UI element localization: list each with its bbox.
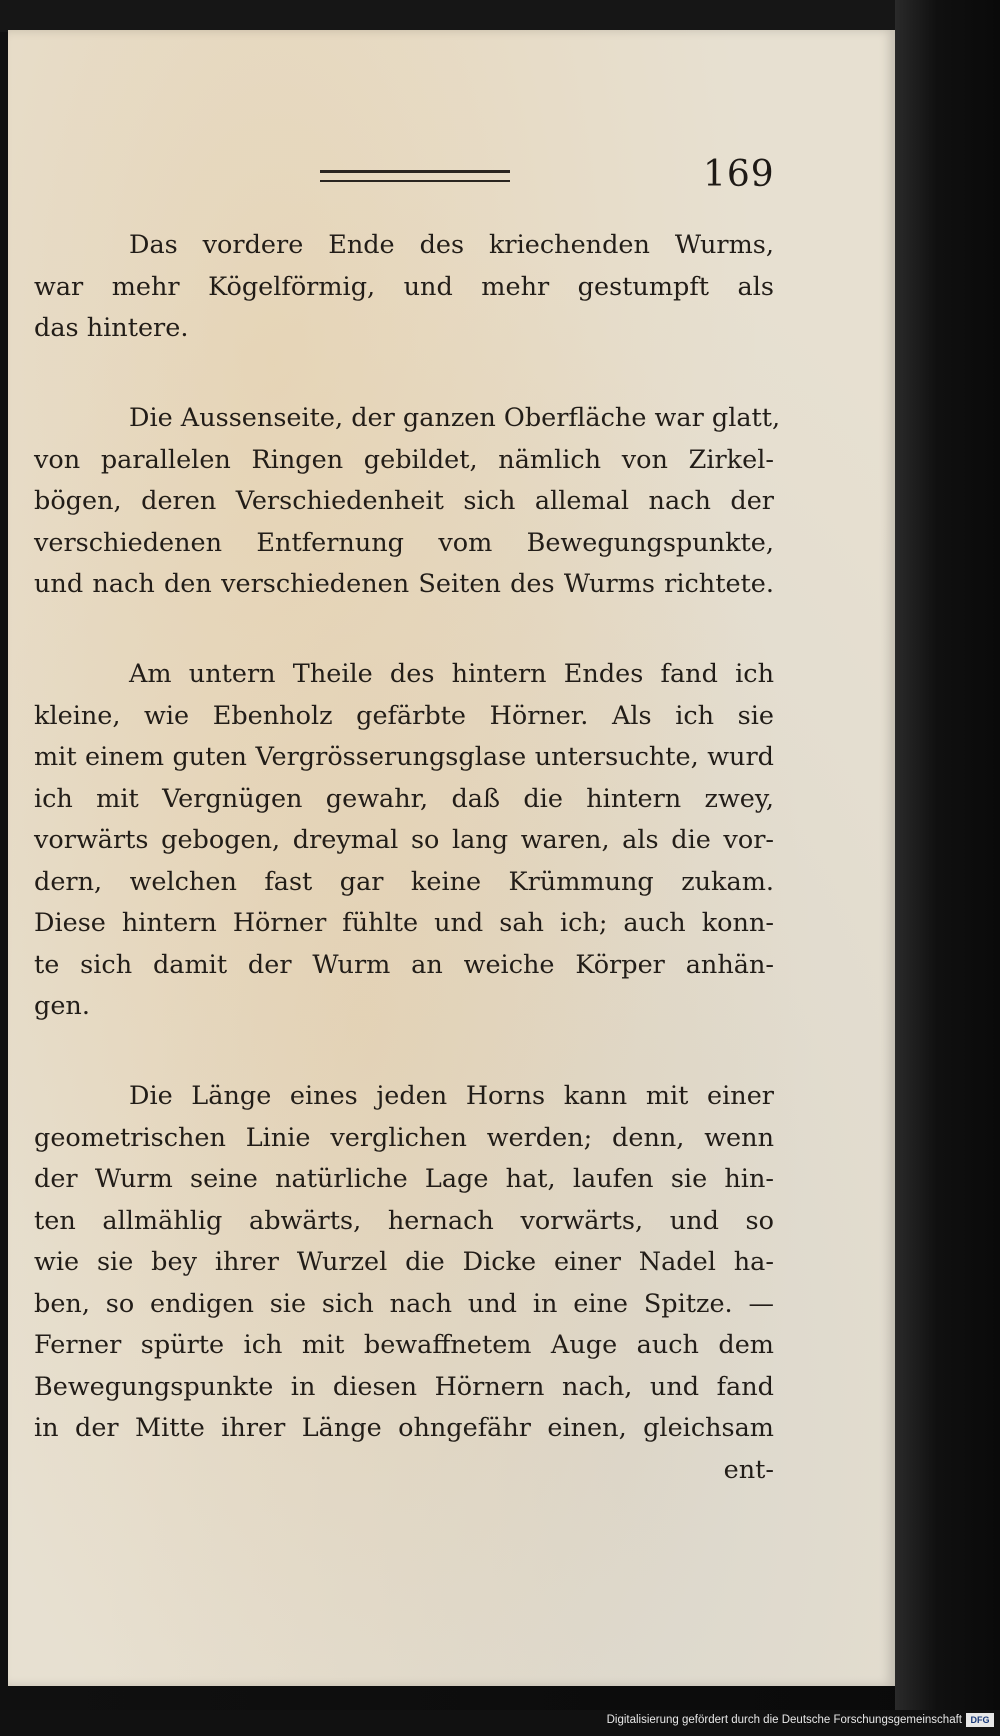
text-line: wie sie bey ihrer Wurzel die Dicke einer Nadel ha- <box>34 1247 774 1277</box>
header-rule-secondary <box>320 180 510 182</box>
paragraph-4 <box>34 1076 774 1491</box>
text-line: war mehr Kögelförmig, und mehr gestumpft als <box>34 271 774 302</box>
text-line: der Wurm seine natürliche Lage hat, laufen sie hin- <box>34 1164 774 1194</box>
text-line: in der Mitte ihrer Länge ohngefähr einen, gleichsam <box>34 1413 774 1443</box>
dfg-logo: DFG <box>966 1713 994 1727</box>
text-line: Die Aussenseite, der ganzen Oberfläche war glatt, <box>129 403 781 433</box>
scan-right-edge <box>895 0 1000 1736</box>
text-line: ich mit Vergnügen gewahr, daß die hintern zwey, <box>34 783 774 814</box>
page-number: 169 <box>703 154 775 195</box>
text-line: dern, welchen fast gar keine Krümmung zukam. <box>34 866 774 897</box>
text-line: ten allmählig abwärts, hernach vorwärts, und so <box>34 1205 774 1236</box>
book-page <box>8 30 895 1686</box>
text-line: ben, so endigen sie sich nach und in eine Spitze. — <box>34 1288 774 1319</box>
text-line: und nach den verschiedenen Seiten des Wurms richtete. <box>34 569 774 599</box>
catchword: ent- <box>723 1454 774 1485</box>
header-rule <box>320 170 510 173</box>
text-line: das hintere. <box>34 313 189 343</box>
funding-credit: Digitalisierung gefördert durch die Deutsche Forschungsgemeinschaft <box>606 1714 962 1726</box>
text-line: Am untern Theile des hintern Endes fand ich <box>129 659 774 689</box>
text-line: Die Länge eines jeden Horns kann mit einer <box>129 1081 774 1111</box>
text-line: Ferner spürte ich mit bewaffnetem Auge auch dem <box>34 1330 774 1360</box>
text-line: von parallelen Ringen gebildet, nämlich von Zirkel- <box>34 444 774 475</box>
text-line: verschiedenen Entfernung vom Bewegungspunkte, <box>34 527 774 558</box>
text-line: Diese hintern Hörner fühlte und sah ich; auch konn- <box>34 908 774 938</box>
paragraph-2 <box>34 398 781 606</box>
text-line: kleine, wie Ebenholz gefärbte Hörner. Als ich sie <box>34 700 774 731</box>
scan-top-edge <box>0 0 1000 32</box>
text-line: mit einem guten Vergrösserungsglase untersuchte, wurd <box>34 742 774 772</box>
text-line: vorwärts gebogen, dreymal so lang waren, als die vor- <box>34 825 774 855</box>
text-line: Bewegungspunkte in diesen Hörnern nach, und fand <box>34 1371 774 1402</box>
text-line: te sich damit der Wurm an weiche Körper anhän- <box>34 949 774 980</box>
text-line: gen. <box>34 991 90 1021</box>
text-line: Das vordere Ende des kriechenden Wurms, <box>129 230 774 260</box>
paragraph-3 <box>34 654 774 1028</box>
paragraph-1 <box>34 225 774 350</box>
text-line: bögen, deren Verschiedenheit sich allemal nach der <box>34 486 774 516</box>
text-line: geometrischen Linie verglichen werden; denn, wenn <box>34 1122 774 1153</box>
